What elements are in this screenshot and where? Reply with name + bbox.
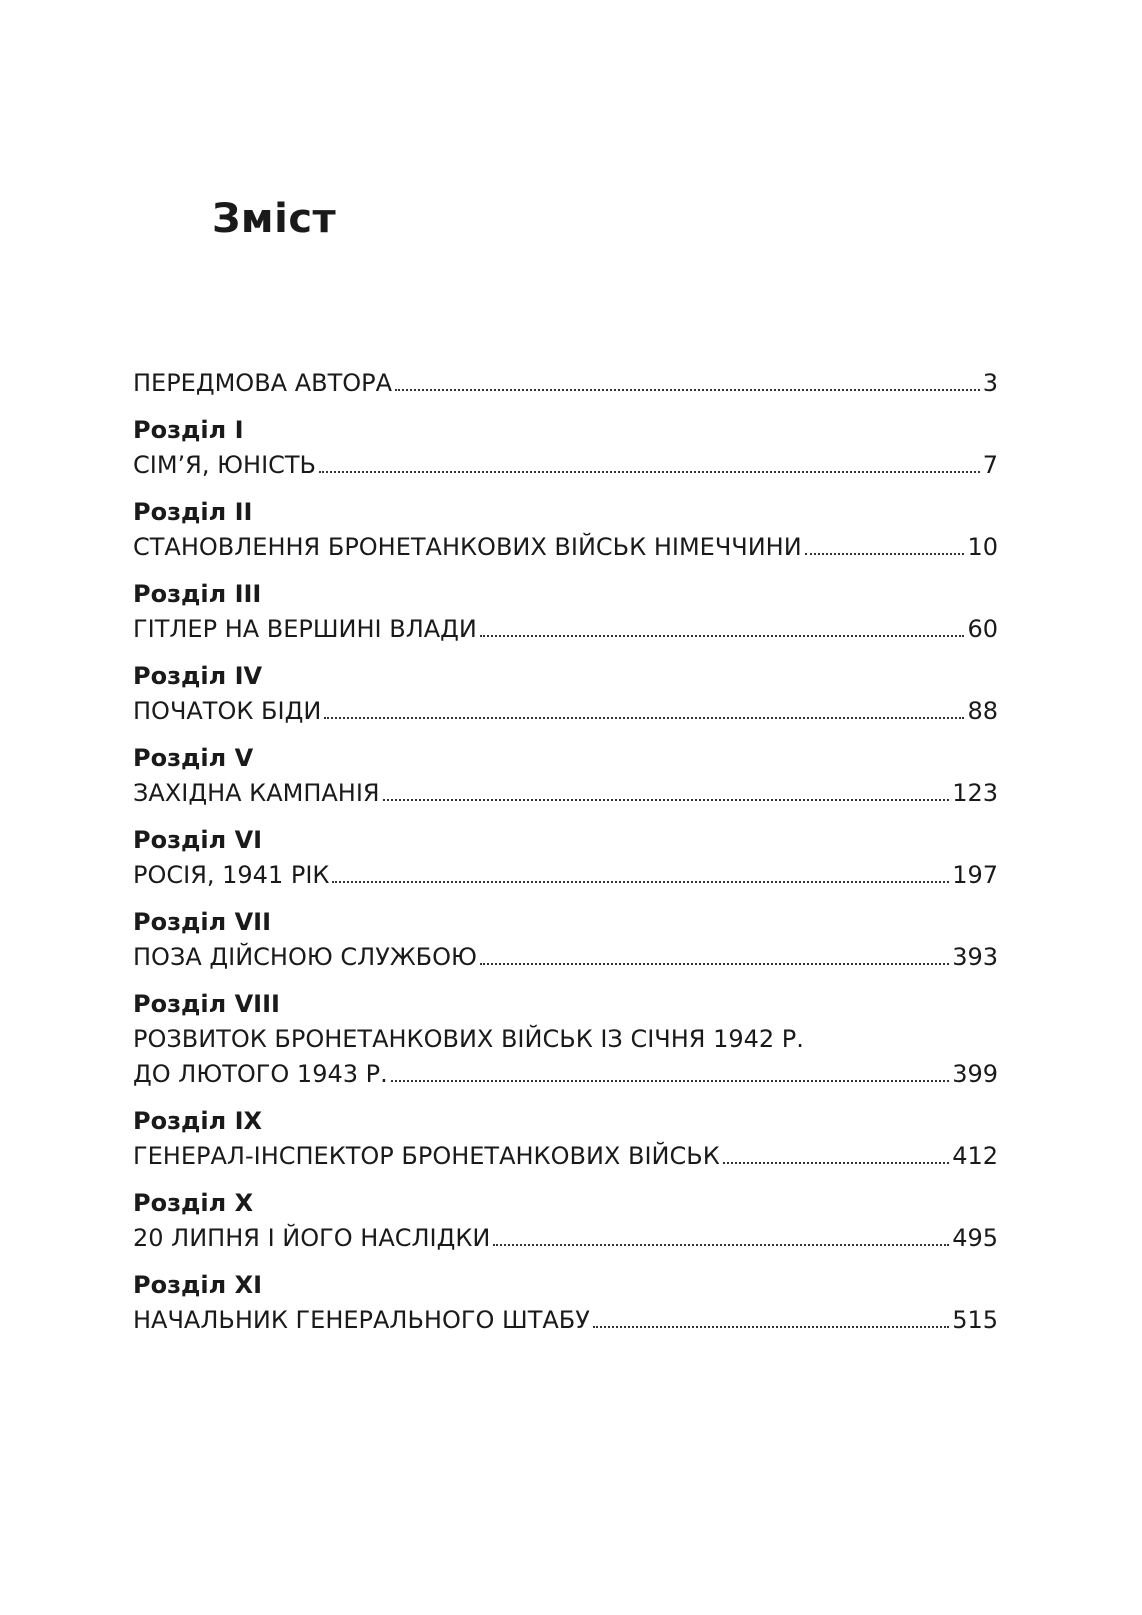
toc-page-number: 399 bbox=[952, 1060, 998, 1088]
toc-entry-title: ЗАХІДНА КАМПАНІЯ bbox=[133, 779, 380, 807]
toc-entry-chapter-9[interactable] bbox=[133, 1104, 998, 1174]
dot-leader bbox=[319, 471, 980, 473]
toc-page-number: 197 bbox=[952, 861, 998, 889]
toc-entry-chapter-6[interactable] bbox=[133, 823, 998, 893]
toc-entry-chapter-11[interactable] bbox=[133, 1268, 998, 1338]
toc-entry-chapter-8[interactable] bbox=[133, 987, 998, 1092]
toc-line bbox=[133, 1303, 998, 1338]
toc-line bbox=[133, 1221, 998, 1256]
toc-entry-title: ПОЗА ДІЙСНОЮ СЛУЖБОЮ bbox=[133, 943, 477, 971]
toc-entry-title: ПОЧАТОК БІДИ bbox=[133, 697, 322, 725]
toc-entry-preface[interactable] bbox=[133, 366, 998, 401]
table-of-contents bbox=[133, 366, 998, 1338]
toc-entry-chapter-7[interactable] bbox=[133, 905, 998, 975]
chapter-label: Розділ III bbox=[133, 580, 262, 608]
toc-line bbox=[133, 1057, 998, 1092]
toc-entry-title: НАЧАЛЬНИК ГЕНЕРАЛЬНОГО ШТАБУ bbox=[133, 1306, 590, 1334]
toc-page-number: 123 bbox=[952, 779, 998, 807]
chapter-label: Розділ VI bbox=[133, 826, 263, 854]
toc-entry-title: ПЕРЕДМОВА АВТОРА bbox=[133, 369, 393, 397]
chapter-label: Розділ VII bbox=[133, 908, 271, 936]
toc-page-number: 515 bbox=[952, 1306, 998, 1334]
chapter-label: Розділ I bbox=[133, 416, 244, 444]
toc-entry-title: СІМ’Я, ЮНІСТЬ bbox=[133, 451, 317, 479]
toc-entry-title: СТАНОВЛЕННЯ БРОНЕТАНКОВИХ ВІЙСЬК НІМЕЧЧИНИ bbox=[133, 533, 802, 561]
dot-leader bbox=[805, 553, 965, 555]
toc-entry-title: 20 ЛИПНЯ І ЙОГО НАСЛІДКИ bbox=[133, 1224, 491, 1252]
dot-leader bbox=[383, 799, 950, 801]
toc-page-number: 393 bbox=[952, 943, 998, 971]
toc-entry-chapter-4[interactable] bbox=[133, 659, 998, 729]
toc-line bbox=[133, 530, 998, 565]
dot-leader bbox=[480, 635, 965, 637]
dot-leader bbox=[493, 1244, 949, 1246]
toc-line bbox=[133, 694, 998, 729]
toc-line bbox=[133, 940, 998, 975]
chapter-label: Розділ XI bbox=[133, 1271, 262, 1299]
chapter-label: Розділ IX bbox=[133, 1107, 262, 1135]
toc-entry-chapter-10[interactable] bbox=[133, 1186, 998, 1256]
dot-leader bbox=[391, 1080, 949, 1082]
chapter-label: Розділ V bbox=[133, 744, 254, 772]
toc-page-number: 60 bbox=[967, 615, 998, 643]
toc-page-number: 88 bbox=[967, 697, 998, 725]
dot-leader bbox=[480, 963, 949, 965]
toc-page-number: 7 bbox=[982, 451, 998, 479]
dot-leader bbox=[723, 1162, 949, 1164]
toc-entry-chapter-1[interactable] bbox=[133, 413, 998, 483]
toc-page-number: 495 bbox=[952, 1224, 998, 1252]
toc-entry-chapter-2[interactable] bbox=[133, 495, 998, 565]
dot-leader bbox=[593, 1326, 949, 1328]
toc-line bbox=[133, 858, 998, 893]
chapter-label: Розділ X bbox=[133, 1189, 254, 1217]
toc-entry-title: ДО ЛЮТОГО 1943 Р. bbox=[133, 1060, 388, 1088]
toc-entry-chapter-5[interactable] bbox=[133, 741, 998, 811]
toc-entry-chapter-3[interactable] bbox=[133, 577, 998, 647]
chapter-label: Розділ II bbox=[133, 498, 253, 526]
toc-line bbox=[133, 448, 998, 483]
toc-entry-title: ГІТЛЕР НА ВЕРШИНІ ВЛАДИ bbox=[133, 615, 477, 643]
chapter-label: Розділ VIII bbox=[133, 990, 280, 1018]
dot-leader bbox=[395, 389, 980, 391]
page-title: Зміст bbox=[212, 196, 337, 242]
toc-page-number: 3 bbox=[982, 369, 998, 397]
chapter-label: Розділ IV bbox=[133, 662, 263, 690]
toc-line bbox=[133, 612, 998, 647]
toc-entry-title-line-1: РОЗВИТОК БРОНЕТАНКОВИХ ВІЙСЬК ІЗ СІЧНЯ 1942 Р. bbox=[133, 1025, 804, 1053]
toc-line bbox=[133, 366, 998, 401]
toc-line bbox=[133, 776, 998, 811]
toc-entry-title: ГЕНЕРАЛ-ІНСПЕКТОР БРОНЕТАНКОВИХ ВІЙСЬК bbox=[133, 1142, 720, 1170]
dot-leader bbox=[324, 717, 964, 719]
toc-page-number: 412 bbox=[952, 1142, 998, 1170]
toc-line bbox=[133, 1139, 998, 1174]
toc-entry-title: РОСІЯ, 1941 РІК bbox=[133, 861, 330, 889]
dot-leader bbox=[332, 881, 949, 883]
toc-page-number: 10 bbox=[967, 533, 998, 561]
